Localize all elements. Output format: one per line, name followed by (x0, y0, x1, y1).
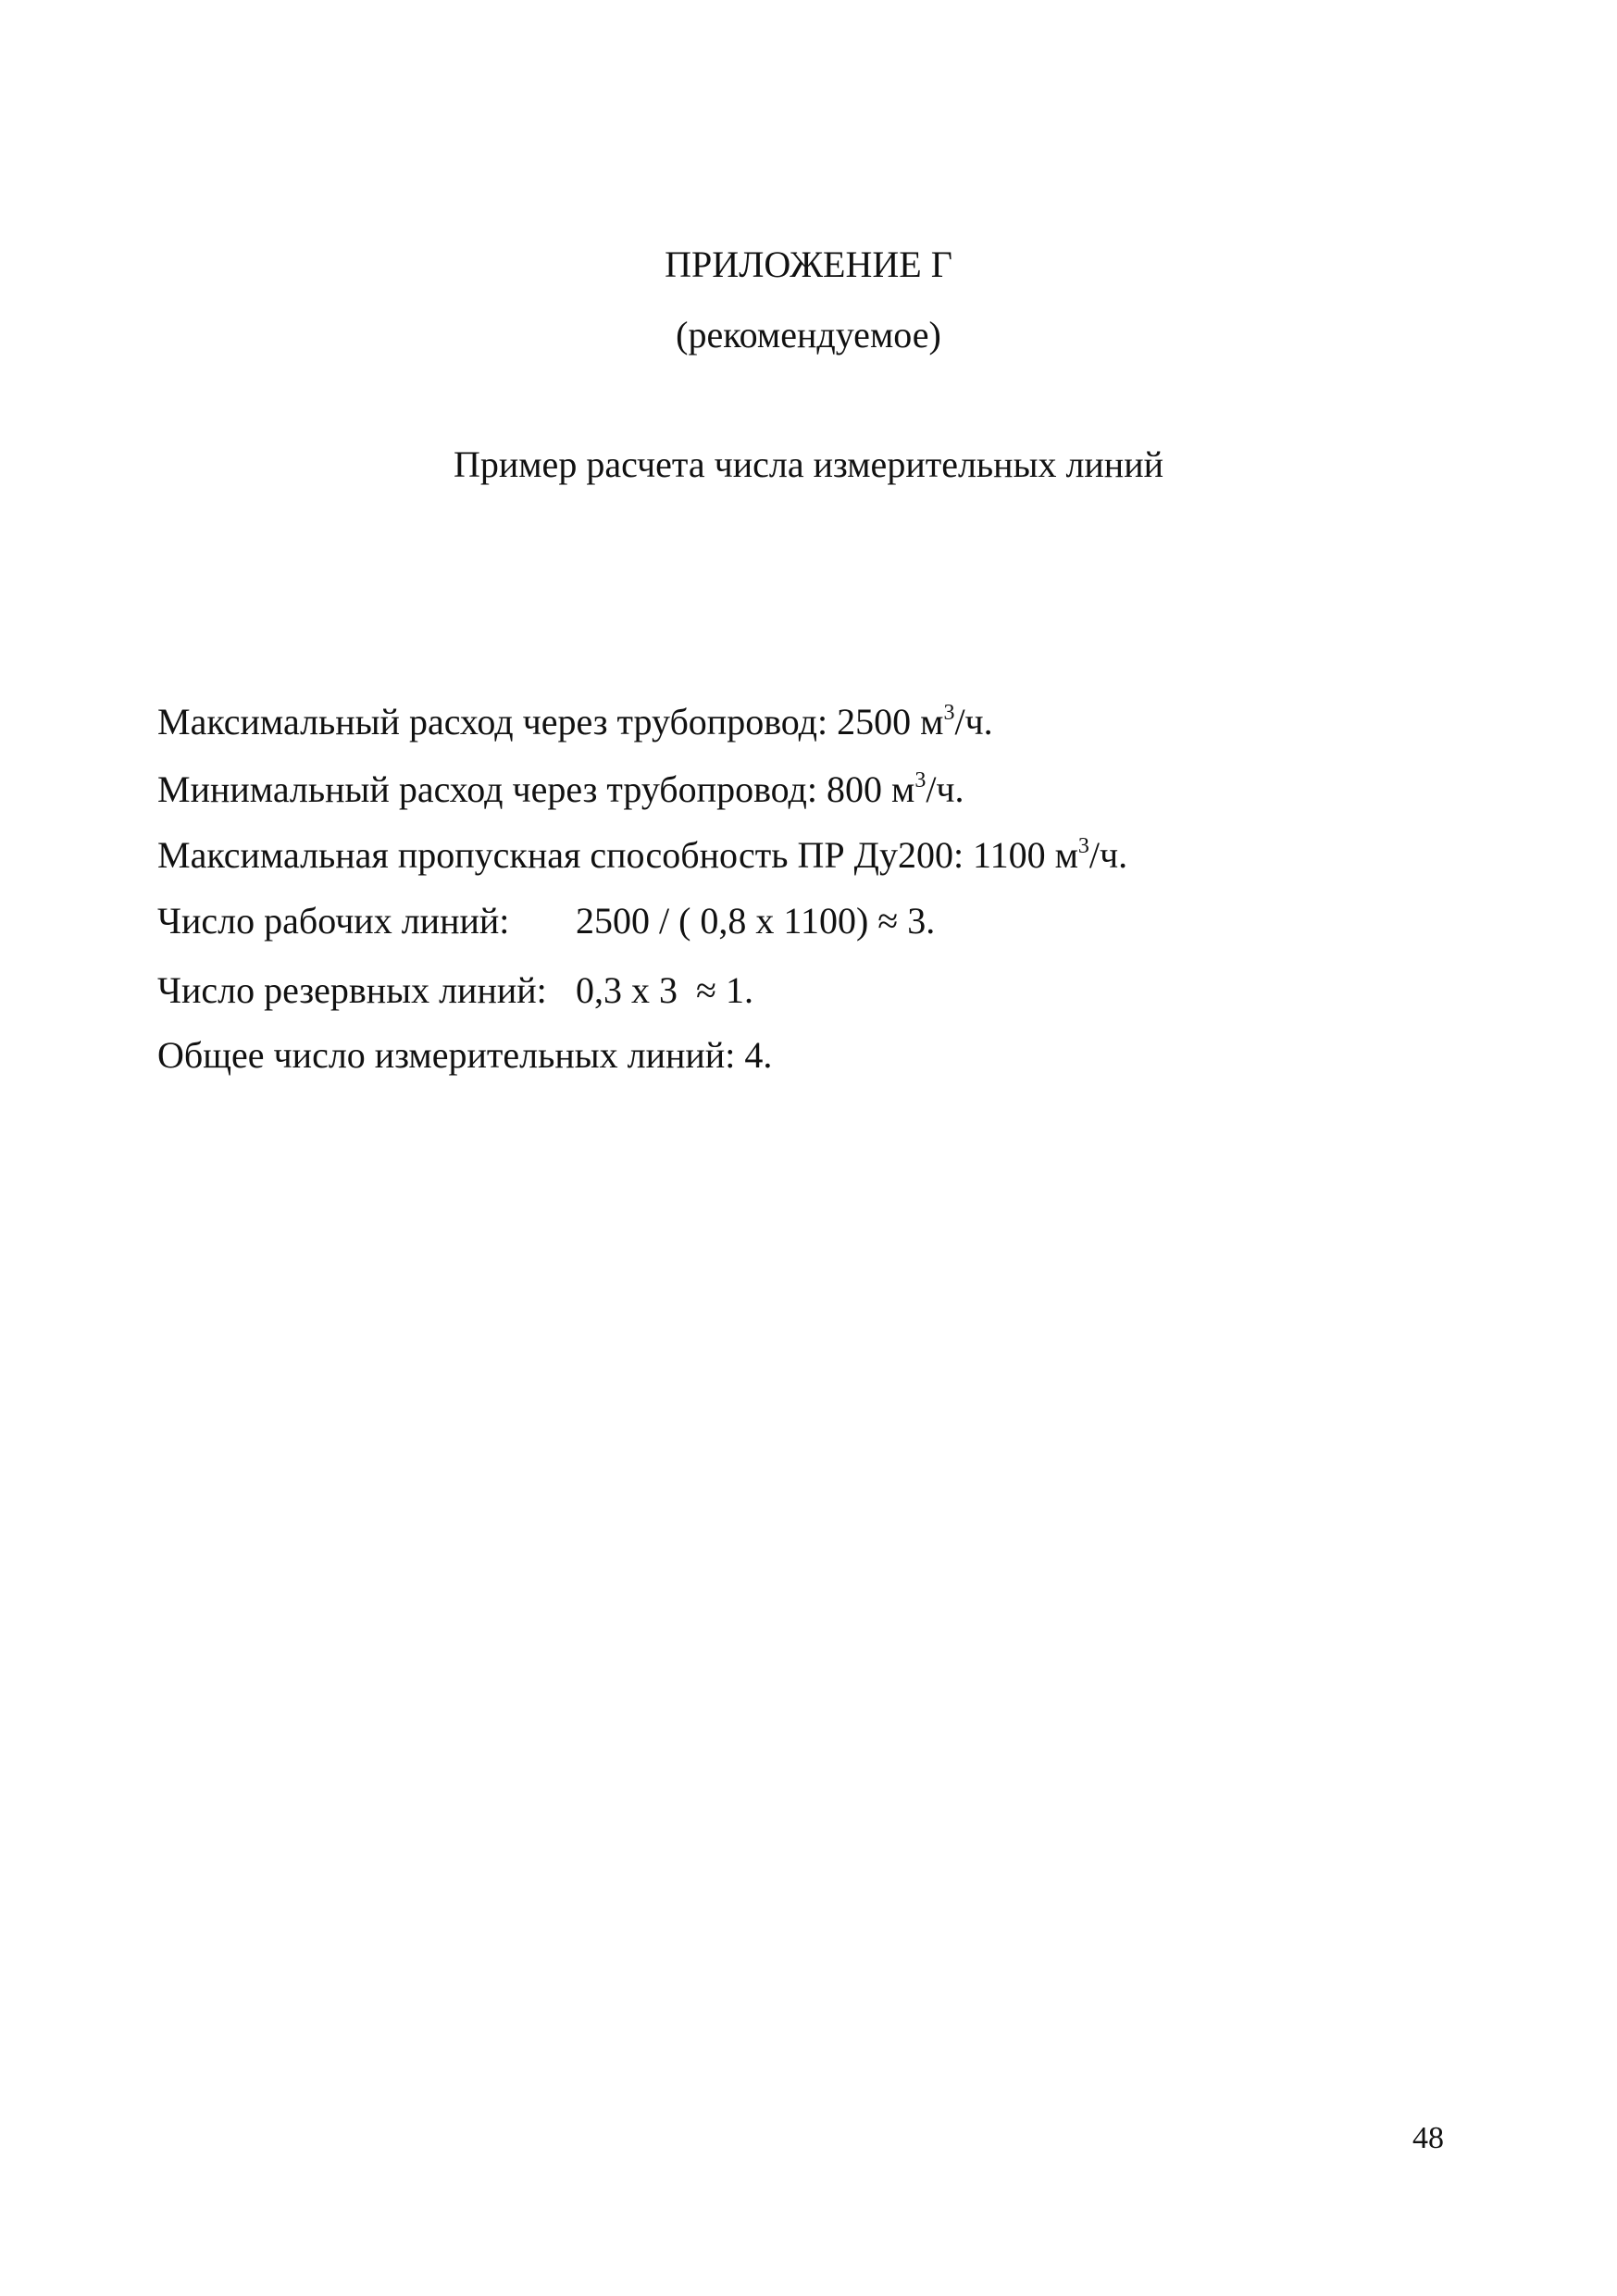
min-flow-unit: /ч. (926, 768, 964, 810)
min-flow-line (157, 767, 964, 812)
appendix-title: ПРИЛОЖЕНИЕ Г (665, 243, 952, 285)
total-lines-line: Общее число измерительных линий: 4. (157, 1034, 773, 1076)
example-title: Пример расчета числа измерительных линий (453, 443, 1164, 485)
min-flow-exponent: 3 (914, 768, 927, 792)
page-number: 48 (1412, 2121, 1444, 2155)
max-flow-exponent: 3 (943, 701, 955, 725)
working-lines-label: Число рабочих линий: (157, 900, 510, 942)
max-flow-line (157, 700, 993, 744)
working-lines-row (157, 899, 935, 943)
capacity-exponent: 3 (1077, 834, 1089, 858)
capacity-text: Максимальная пропускная способность ПР Ду200: 1100 м (157, 834, 1078, 876)
min-flow-text: Минимальный расход через трубопровод: 800 м (157, 768, 915, 810)
reserve-lines-label: Число резервных линий: (157, 969, 547, 1011)
reserve-lines-row (157, 968, 753, 1013)
working-lines-formula: 2500 / ( 0,8 х 1100) ≈ 3. (576, 900, 936, 942)
capacity-line (157, 833, 1127, 878)
max-flow-unit: /ч. (954, 701, 993, 742)
reserve-lines-formula: 0,3 х 3 ≈ 1. (576, 969, 753, 1011)
max-flow-text: Максимальный расход через трубопровод: 2500 м (157, 701, 944, 742)
appendix-subtitle: (рекомендуемое) (676, 314, 941, 356)
capacity-unit: /ч. (1088, 834, 1128, 876)
